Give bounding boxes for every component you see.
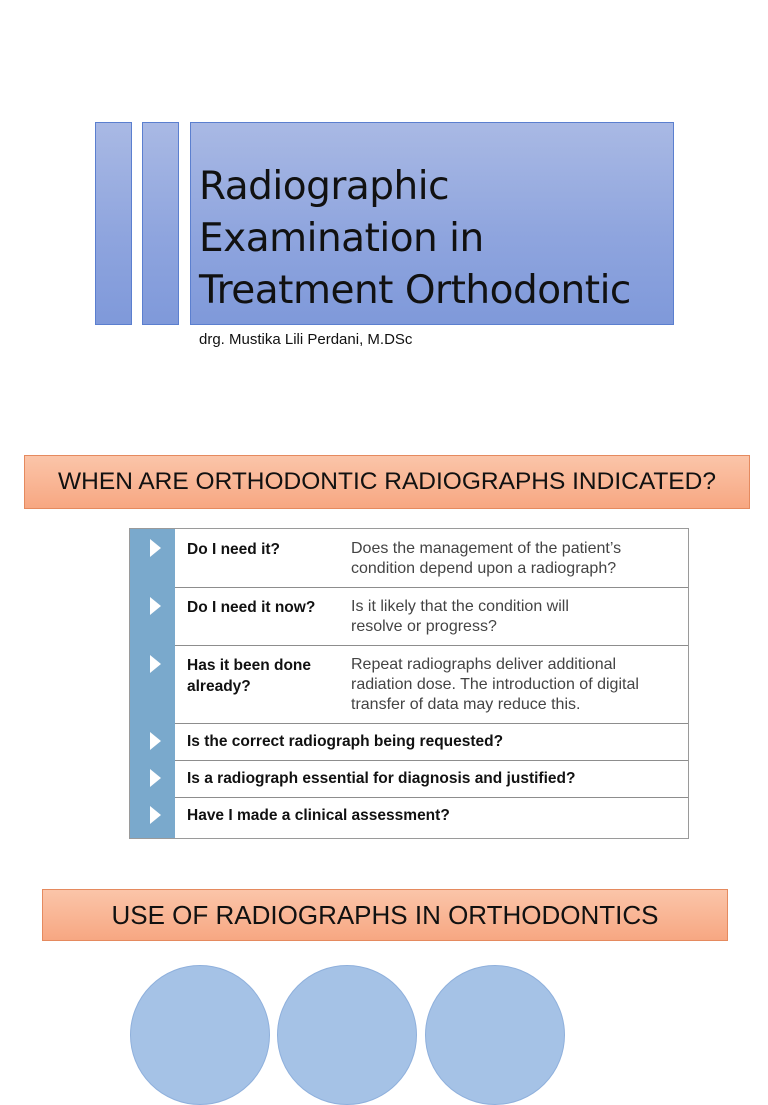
play-arrow-icon — [150, 769, 161, 787]
row-answer: Repeat radiographs deliver additional radiation dose. The introduction of digital transfer of data may reduce this. — [351, 656, 639, 713]
row-question: Is the correct radiograph being requested? — [187, 733, 504, 750]
use-circle — [425, 965, 565, 1105]
row-question: Is a radiograph essential for diagnosis and justified? — [187, 770, 576, 787]
row-question: Do I need it now? — [187, 599, 316, 616]
row-question: Do I need it? — [187, 541, 280, 558]
play-arrow-icon — [150, 597, 161, 615]
title-box — [190, 122, 674, 325]
indications-table — [129, 528, 689, 839]
arrow-cell — [130, 587, 175, 645]
table-row — [130, 760, 688, 798]
slide-title — [199, 161, 631, 317]
section-banner-uses: USE OF RADIOGRAPHS IN ORTHODONTICS — [42, 889, 728, 941]
table-row — [130, 587, 688, 646]
use-circle — [277, 965, 417, 1105]
play-arrow-icon — [150, 806, 161, 824]
row-question: Has it been done already? — [187, 657, 312, 695]
play-arrow-icon — [150, 655, 161, 673]
play-arrow-icon — [150, 539, 161, 557]
arrow-cell — [130, 760, 175, 797]
table-row — [130, 529, 688, 588]
arrow-cell — [130, 529, 175, 587]
decorative-bar-left — [95, 122, 132, 325]
table-row — [130, 645, 688, 724]
arrow-cell — [130, 645, 175, 723]
row-answer: Does the management of the patient’s condition depend upon a radiograph? — [351, 540, 622, 577]
table-row — [130, 723, 688, 761]
title-line-2: Examination in — [199, 216, 484, 261]
table-row — [130, 797, 688, 838]
decorative-bar-middle — [142, 122, 179, 325]
row-answer: Is it likely that the condition will resolve or progress? — [351, 598, 569, 635]
use-circle — [130, 965, 270, 1105]
arrow-cell — [130, 723, 175, 760]
title-line-3: Treatment Orthodontic — [199, 268, 631, 313]
section-banner-indications: WHEN ARE ORTHODONTIC RADIOGRAPHS INDICATED? — [24, 455, 750, 509]
arrow-cell — [130, 797, 175, 838]
author-name: drg. Mustika Lili Perdani, M.DSc — [199, 331, 413, 348]
row-question: Have I made a clinical assessment? — [187, 807, 450, 824]
title-line-1: Radiographic — [199, 164, 450, 209]
play-arrow-icon — [150, 732, 161, 750]
